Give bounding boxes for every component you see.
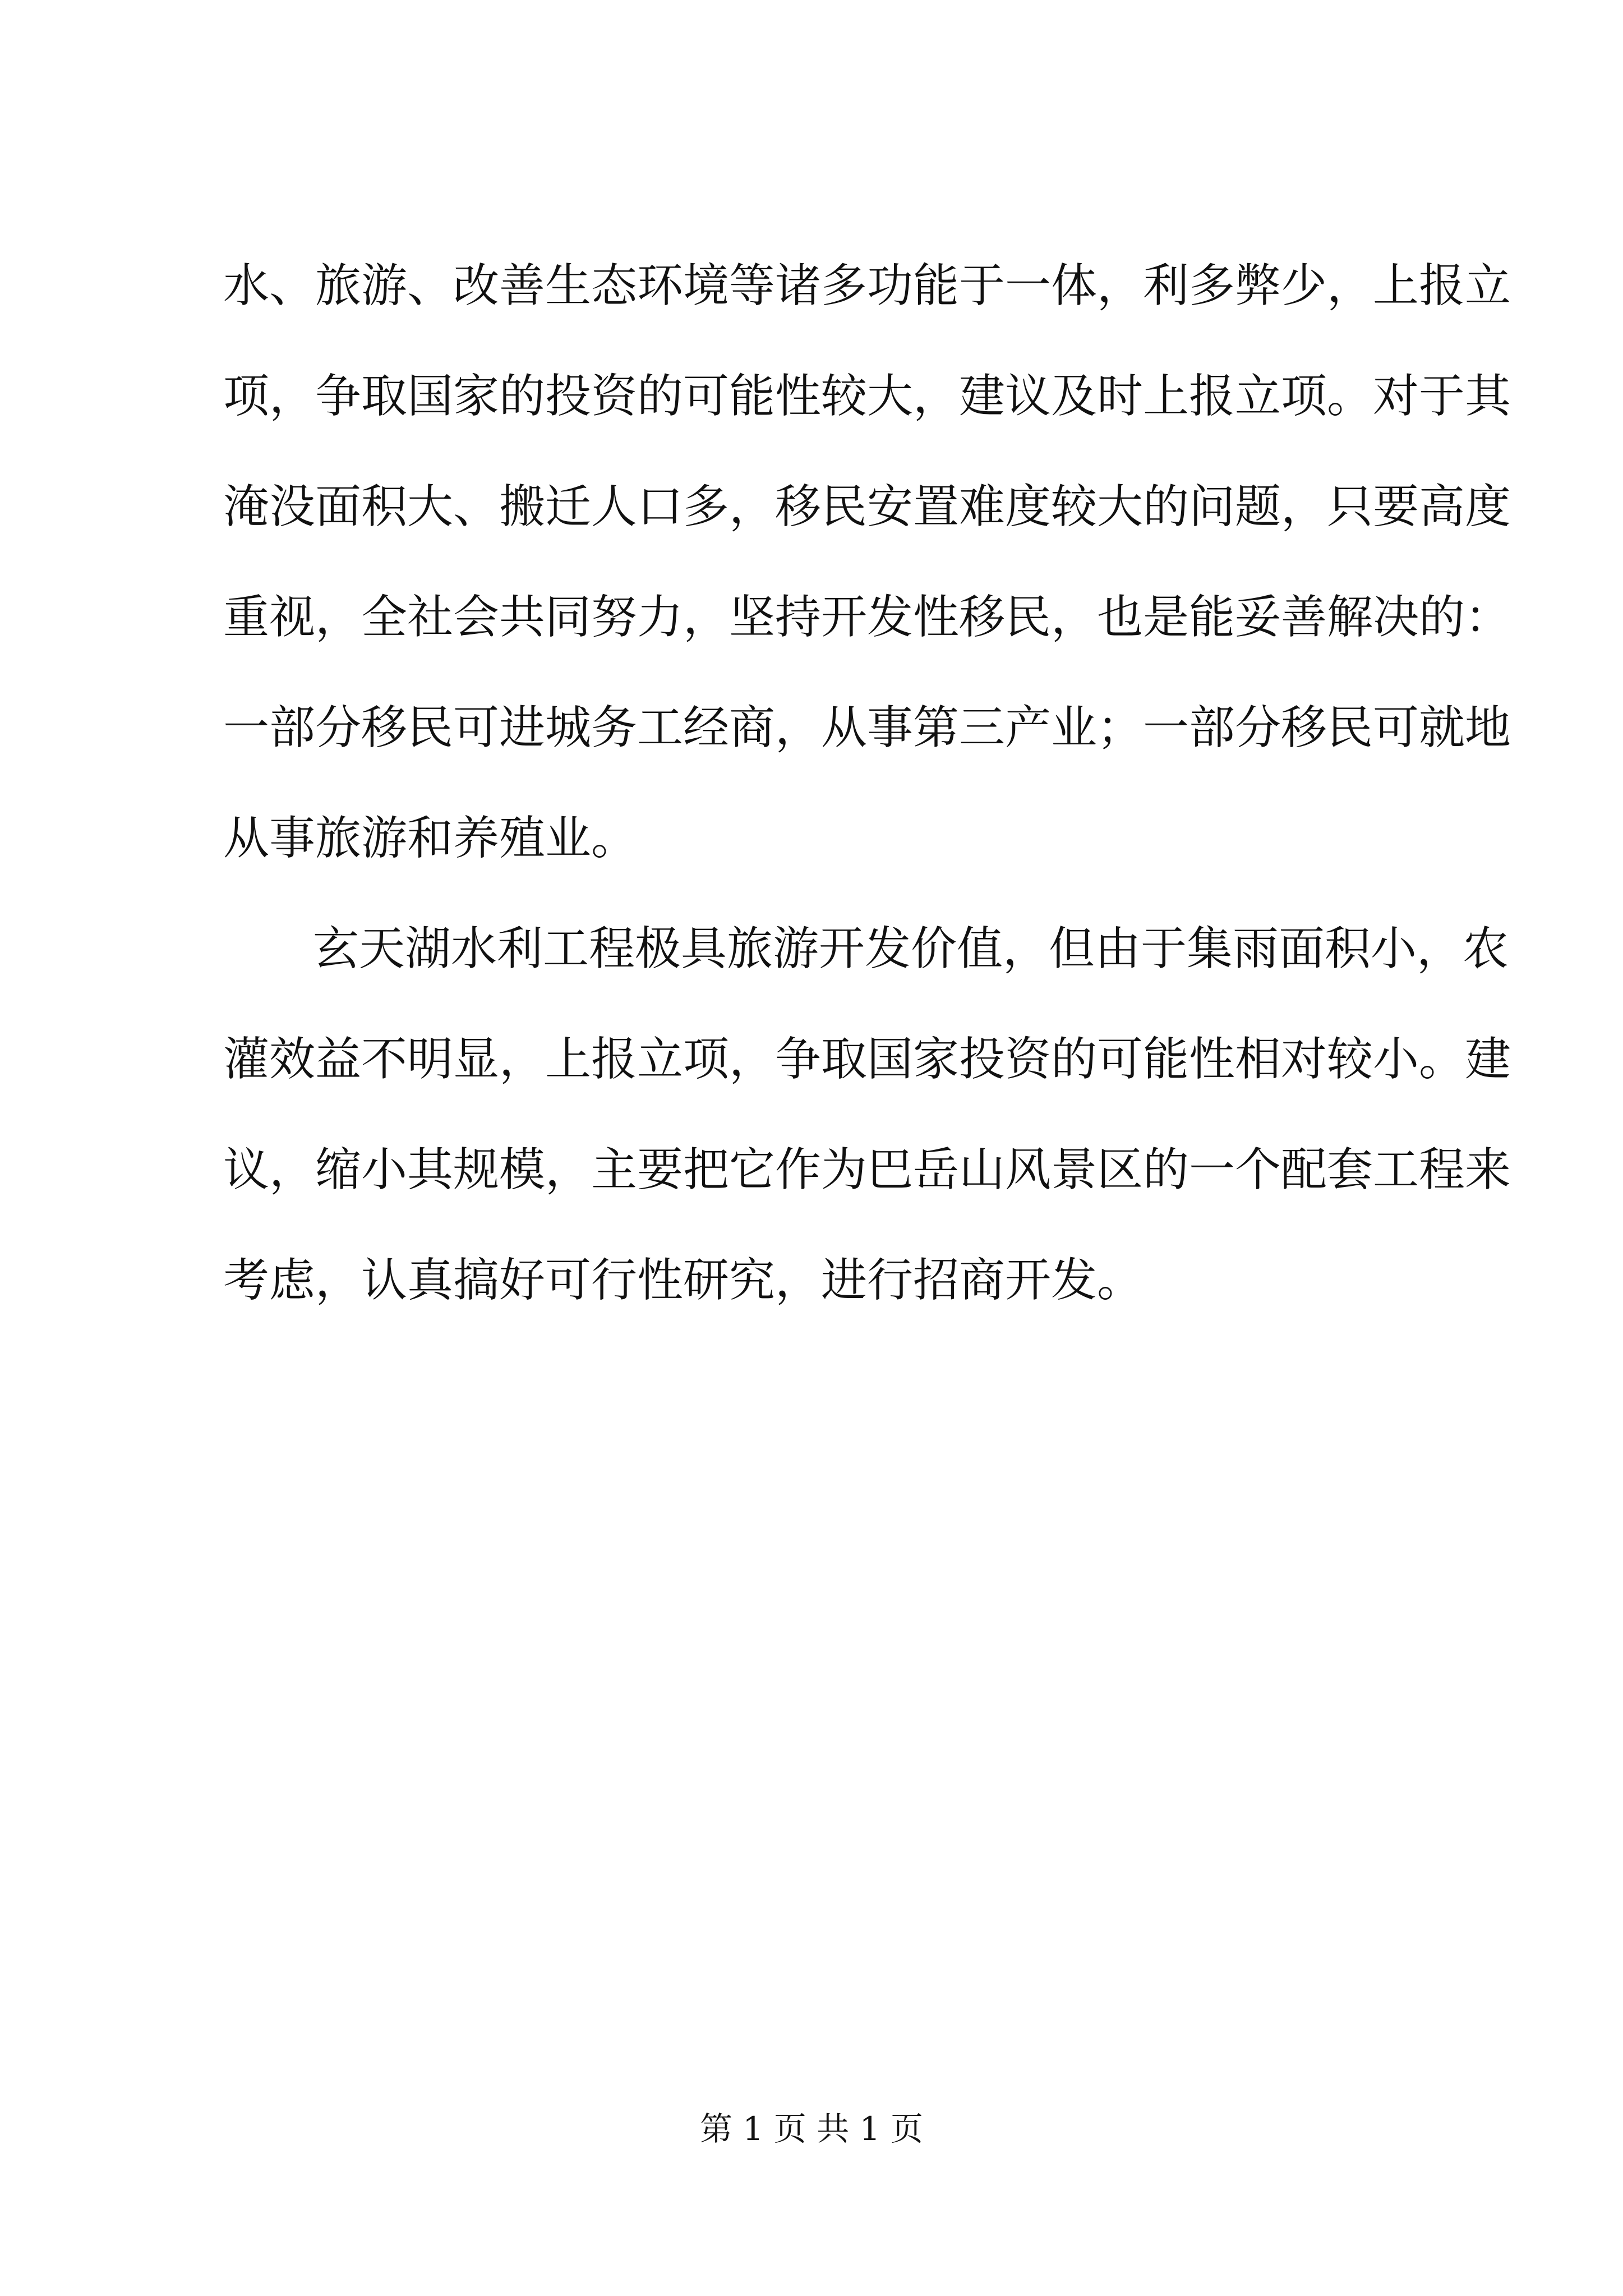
paragraph-1-line-1: 水、旅游、改善生态环境等诸多功能于一体，利多弊少，上报立 (223, 259, 1511, 312)
paragraph-1-line-3: 淹没面积大、搬迁人口多，移民安置难度较大的问题，只要高度 (223, 480, 1511, 533)
paragraph-1-line-4: 重视，全社会共同努力，坚持开发性移民，也是能妥善解决的： (223, 591, 1511, 644)
paragraph-2-line-2: 灌效益不明显，上报立项，争取国家投资的可能性相对较小。建 (223, 1033, 1511, 1086)
paragraph-2-line-4: 考虑，认真搞好可行性研究，进行招商开发。 (223, 1254, 1144, 1307)
paragraph-1-line-2: 项，争取国家的投资的可能性较大，建议及时上报立项。对于其 (223, 370, 1511, 423)
paragraph-2-line-3: 议，缩小其规模，主要把它作为巴岳山风景区的一个配套工程来 (223, 1143, 1511, 1197)
page-footer: 第 1 页 共 1 页 (700, 2110, 923, 2148)
paragraph-1-line-6: 从事旅游和养殖业。 (223, 812, 638, 865)
paragraph-1-line-5: 一部分移民可进城务工经商，从事第三产业；一部分移民可就地 (223, 701, 1511, 754)
paragraph-2-line-1: 玄天湖水利工程极具旅游开发价值，但由于集雨面积小，农 (313, 922, 1509, 976)
